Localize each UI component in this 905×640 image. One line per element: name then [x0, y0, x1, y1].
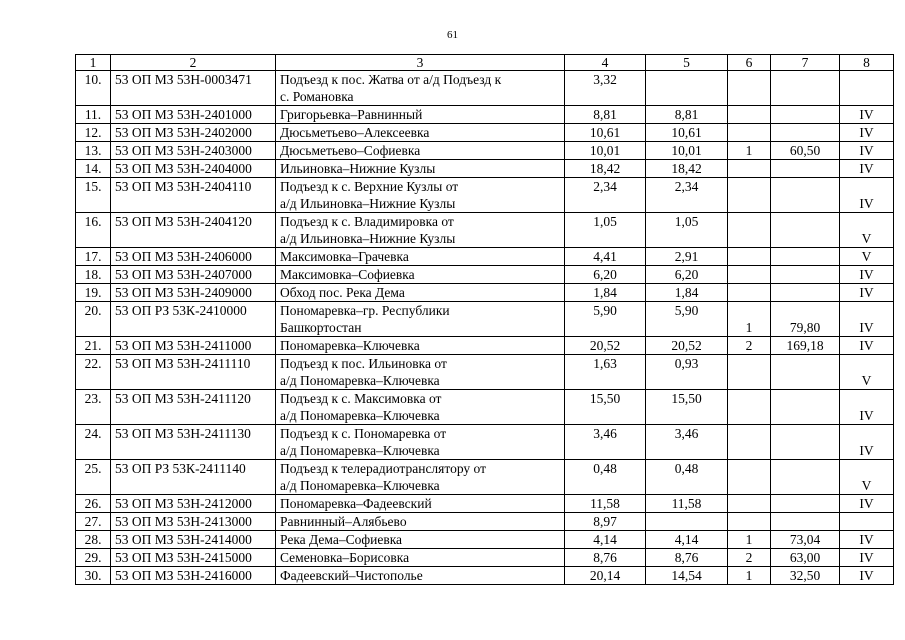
length-total: 10,61	[565, 124, 646, 142]
length-paved: 3,46	[646, 425, 728, 460]
length-paved: 20,52	[646, 337, 728, 355]
road-code: 53 ОП МЗ 53Н-0003471	[111, 71, 276, 106]
bridge-count	[728, 284, 771, 302]
length-total: 15,50	[565, 390, 646, 425]
road-name	[276, 142, 565, 160]
length-total: 20,14	[565, 567, 646, 585]
length-total: 10,01	[565, 142, 646, 160]
length-total: 20,52	[565, 337, 646, 355]
road-code: 53 ОП МЗ 53Н-2404000	[111, 160, 276, 178]
road-category: V	[840, 248, 894, 266]
length-paved: 1,84	[646, 284, 728, 302]
bridge-length	[771, 160, 840, 178]
length-paved: 10,61	[646, 124, 728, 142]
row-number: 26.	[76, 495, 111, 513]
road-name-line: Подъезд к с. Максимовка от	[280, 391, 442, 406]
length-paved: 6,20	[646, 266, 728, 284]
road-name-line: Пономаревка–Фадеевский	[280, 496, 432, 511]
road-category: IV	[840, 106, 894, 124]
row-number: 13.	[76, 142, 111, 160]
bridge-count	[728, 248, 771, 266]
road-code: 53 ОП МЗ 53Н-2416000	[111, 567, 276, 585]
table-row	[76, 302, 894, 337]
road-code: 53 ОП МЗ 53Н-2413000	[111, 513, 276, 531]
header-cell-3: 3	[276, 55, 565, 71]
bridge-count	[728, 213, 771, 248]
bridge-length	[771, 178, 840, 213]
length-total: 1,63	[565, 355, 646, 390]
bridge-count: 2	[728, 337, 771, 355]
table-row	[76, 284, 894, 302]
table-row	[76, 495, 894, 513]
header-cell-8: 8	[840, 55, 894, 71]
road-name-line: Река Дема–Софиевка	[280, 532, 403, 547]
table-body	[76, 55, 894, 585]
road-category: IV	[840, 266, 894, 284]
bridge-length	[771, 495, 840, 513]
road-name-line: Григорьевка–Равнинный	[280, 107, 423, 122]
road-category	[840, 71, 894, 106]
road-name	[276, 106, 565, 124]
road-code: 53 ОП РЗ 53К-2411140	[111, 460, 276, 495]
table-row	[76, 337, 894, 355]
row-number: 11.	[76, 106, 111, 124]
bridge-count: 1	[728, 531, 771, 549]
bridge-length	[771, 124, 840, 142]
bridge-count: 1	[728, 302, 771, 337]
length-total: 4,14	[565, 531, 646, 549]
road-code: 53 ОП МЗ 53Н-2409000	[111, 284, 276, 302]
length-paved: 1,05	[646, 213, 728, 248]
road-code: 53 ОП МЗ 53Н-2414000	[111, 531, 276, 549]
row-number: 22.	[76, 355, 111, 390]
table-row	[76, 124, 894, 142]
row-number: 15.	[76, 178, 111, 213]
road-code: 53 ОП МЗ 53Н-2415000	[111, 549, 276, 567]
road-code: 53 ОП МЗ 53Н-2411000	[111, 337, 276, 355]
length-paved: 11,58	[646, 495, 728, 513]
length-paved	[646, 513, 728, 531]
road-name-line: с. Романовка	[280, 89, 354, 104]
bridge-count	[728, 266, 771, 284]
road-category: V	[840, 460, 894, 495]
road-category: V	[840, 355, 894, 390]
road-name	[276, 213, 565, 248]
road-code: 53 ОП МЗ 53Н-2412000	[111, 495, 276, 513]
length-paved: 4,14	[646, 531, 728, 549]
road-code: 53 ОП МЗ 53Н-2402000	[111, 124, 276, 142]
bridge-length	[771, 106, 840, 124]
length-paved: 5,90	[646, 302, 728, 337]
header-cell-6: 6	[728, 55, 771, 71]
bridge-length	[771, 284, 840, 302]
bridge-count: 2	[728, 549, 771, 567]
road-name	[276, 337, 565, 355]
road-name	[276, 355, 565, 390]
road-category: IV	[840, 567, 894, 585]
length-total: 1,05	[565, 213, 646, 248]
table-row	[76, 549, 894, 567]
length-paved	[646, 71, 728, 106]
road-category: IV	[840, 531, 894, 549]
road-code: 53 ОП МЗ 53Н-2407000	[111, 266, 276, 284]
road-name-line: а/д Пономаревка–Ключевка	[280, 443, 440, 458]
length-total: 11,58	[565, 495, 646, 513]
length-paved: 2,91	[646, 248, 728, 266]
row-number: 27.	[76, 513, 111, 531]
road-name-line: а/д Пономаревка–Ключевка	[280, 478, 440, 493]
bridge-length	[771, 355, 840, 390]
road-name	[276, 248, 565, 266]
length-paved: 18,42	[646, 160, 728, 178]
bridge-length	[771, 425, 840, 460]
road-name-line: Дюсьметьево–Алексеевка	[280, 125, 430, 140]
header-cell-2: 2	[111, 55, 276, 71]
road-category: IV	[840, 302, 894, 337]
road-name-line: Башкортостан	[280, 320, 362, 335]
road-name-line: а/д Пономаревка–Ключевка	[280, 408, 440, 423]
length-paved: 10,01	[646, 142, 728, 160]
table-row	[76, 390, 894, 425]
road-name	[276, 178, 565, 213]
row-number: 25.	[76, 460, 111, 495]
road-category: IV	[840, 178, 894, 213]
road-name-line: Пономаревка–Ключевка	[280, 338, 420, 353]
road-name-line: Фадеевский–Чистополье	[280, 568, 423, 583]
bridge-count	[728, 106, 771, 124]
row-number: 21.	[76, 337, 111, 355]
row-number: 18.	[76, 266, 111, 284]
road-code: 53 ОП МЗ 53Н-2411110	[111, 355, 276, 390]
header-row	[76, 55, 894, 71]
row-number: 29.	[76, 549, 111, 567]
table-row	[76, 460, 894, 495]
road-name-line: Подъезд к с. Владимировка от	[280, 214, 454, 229]
road-name	[276, 390, 565, 425]
length-paved: 2,34	[646, 178, 728, 213]
table-row	[76, 106, 894, 124]
bridge-length	[771, 71, 840, 106]
road-category: IV	[840, 284, 894, 302]
length-total: 4,41	[565, 248, 646, 266]
page-number: 61	[447, 29, 458, 41]
bridge-count	[728, 355, 771, 390]
road-code: 53 ОП МЗ 53Н-2404120	[111, 213, 276, 248]
road-category: IV	[840, 425, 894, 460]
road-name-line: Подъезд к пос. Жатва от а/д Подъезд к	[280, 72, 502, 87]
table-row	[76, 266, 894, 284]
header-cell-5: 5	[646, 55, 728, 71]
road-code: 53 ОП МЗ 53Н-2406000	[111, 248, 276, 266]
length-total: 8,76	[565, 549, 646, 567]
road-code: 53 ОП МЗ 53Н-2404110	[111, 178, 276, 213]
row-number: 30.	[76, 567, 111, 585]
row-number: 20.	[76, 302, 111, 337]
table-row	[76, 425, 894, 460]
road-name-line: Максимовка–Грачевка	[280, 249, 409, 264]
road-name	[276, 160, 565, 178]
road-code: 53 ОП МЗ 53Н-2403000	[111, 142, 276, 160]
bridge-count	[728, 390, 771, 425]
road-category: IV	[840, 549, 894, 567]
road-category: IV	[840, 337, 894, 355]
road-name	[276, 266, 565, 284]
row-number: 12.	[76, 124, 111, 142]
road-name-line: Равнинный–Алябьево	[280, 514, 407, 529]
road-category: IV	[840, 495, 894, 513]
bridge-count: 1	[728, 567, 771, 585]
row-number: 14.	[76, 160, 111, 178]
length-total: 6,20	[565, 266, 646, 284]
bridge-length	[771, 248, 840, 266]
road-name-line: а/д Ильиновка–Нижние Кузлы	[280, 196, 456, 211]
bridge-count	[728, 124, 771, 142]
length-total: 1,84	[565, 284, 646, 302]
road-name-line: а/д Ильиновка–Нижние Кузлы	[280, 231, 456, 246]
table-row	[76, 567, 894, 585]
road-name-line: Подъезд к с. Верхние Кузлы от	[280, 179, 459, 194]
bridge-length: 79,80	[771, 302, 840, 337]
road-name-line: Ильиновка–Нижние Кузлы	[280, 161, 436, 176]
bridge-length: 169,18	[771, 337, 840, 355]
road-name-line: Подъезд к с. Пономаревка от	[280, 426, 447, 441]
length-total: 8,81	[565, 106, 646, 124]
bridge-length	[771, 460, 840, 495]
road-name	[276, 124, 565, 142]
header-cell-1: 1	[76, 55, 111, 71]
road-name	[276, 549, 565, 567]
road-code: 53 ОП РЗ 53К-2410000	[111, 302, 276, 337]
table-row	[76, 531, 894, 549]
bridge-length: 60,50	[771, 142, 840, 160]
length-total: 2,34	[565, 178, 646, 213]
road-name	[276, 567, 565, 585]
bridge-length	[771, 213, 840, 248]
bridge-count	[728, 178, 771, 213]
bridge-length: 73,04	[771, 531, 840, 549]
length-total: 3,46	[565, 425, 646, 460]
header-cell-7: 7	[771, 55, 840, 71]
bridge-length	[771, 513, 840, 531]
table-row	[76, 248, 894, 266]
table-row	[76, 213, 894, 248]
table-row	[76, 71, 894, 106]
length-paved: 14,54	[646, 567, 728, 585]
road-code: 53 ОП МЗ 53Н-2401000	[111, 106, 276, 124]
length-total: 5,90	[565, 302, 646, 337]
length-paved: 0,93	[646, 355, 728, 390]
row-number: 24.	[76, 425, 111, 460]
road-name-line: Дюсьметьево–Софиевка	[280, 143, 421, 158]
length-total: 18,42	[565, 160, 646, 178]
length-total: 3,32	[565, 71, 646, 106]
length-total: 8,97	[565, 513, 646, 531]
bridge-count	[728, 460, 771, 495]
row-number: 17.	[76, 248, 111, 266]
bridge-count	[728, 495, 771, 513]
road-name-line: Семеновка–Борисовка	[280, 550, 410, 565]
road-name	[276, 531, 565, 549]
road-code: 53 ОП МЗ 53Н-2411120	[111, 390, 276, 425]
road-name	[276, 284, 565, 302]
row-number: 23.	[76, 390, 111, 425]
bridge-length: 63,00	[771, 549, 840, 567]
road-name	[276, 71, 565, 106]
bridge-length	[771, 266, 840, 284]
row-number: 10.	[76, 71, 111, 106]
row-number: 16.	[76, 213, 111, 248]
table-row	[76, 178, 894, 213]
bridge-count	[728, 71, 771, 106]
table-row	[76, 142, 894, 160]
road-name-line: Обход пос. Река Дема	[280, 285, 405, 300]
road-code: 53 ОП МЗ 53Н-2411130	[111, 425, 276, 460]
header-cell-4: 4	[565, 55, 646, 71]
bridge-length	[771, 390, 840, 425]
road-registry-table	[75, 54, 894, 585]
length-paved: 15,50	[646, 390, 728, 425]
road-name-line: Максимовка–Софиевка	[280, 267, 415, 282]
bridge-count	[728, 513, 771, 531]
table-row	[76, 355, 894, 390]
road-name-line: а/д Пономаревка–Ключевка	[280, 373, 440, 388]
table-row	[76, 513, 894, 531]
bridge-count	[728, 425, 771, 460]
road-name-line: Подъезд к телерадиотранслятору от	[280, 461, 487, 476]
road-name	[276, 302, 565, 337]
road-category: IV	[840, 390, 894, 425]
road-name	[276, 460, 565, 495]
road-category	[840, 513, 894, 531]
bridge-count	[728, 160, 771, 178]
road-category: V	[840, 213, 894, 248]
row-number: 28.	[76, 531, 111, 549]
table-row	[76, 160, 894, 178]
road-category: IV	[840, 160, 894, 178]
length-paved: 0,48	[646, 460, 728, 495]
road-name-line: Пономаревка–гр. Республики	[280, 303, 450, 318]
road-category: IV	[840, 142, 894, 160]
length-paved: 8,76	[646, 549, 728, 567]
road-category: IV	[840, 124, 894, 142]
bridge-count: 1	[728, 142, 771, 160]
road-name	[276, 495, 565, 513]
length-paved: 8,81	[646, 106, 728, 124]
row-number: 19.	[76, 284, 111, 302]
bridge-length: 32,50	[771, 567, 840, 585]
road-name-line: Подъезд к пос. Ильиновка от	[280, 356, 447, 371]
length-total: 0,48	[565, 460, 646, 495]
road-name	[276, 425, 565, 460]
road-name	[276, 513, 565, 531]
